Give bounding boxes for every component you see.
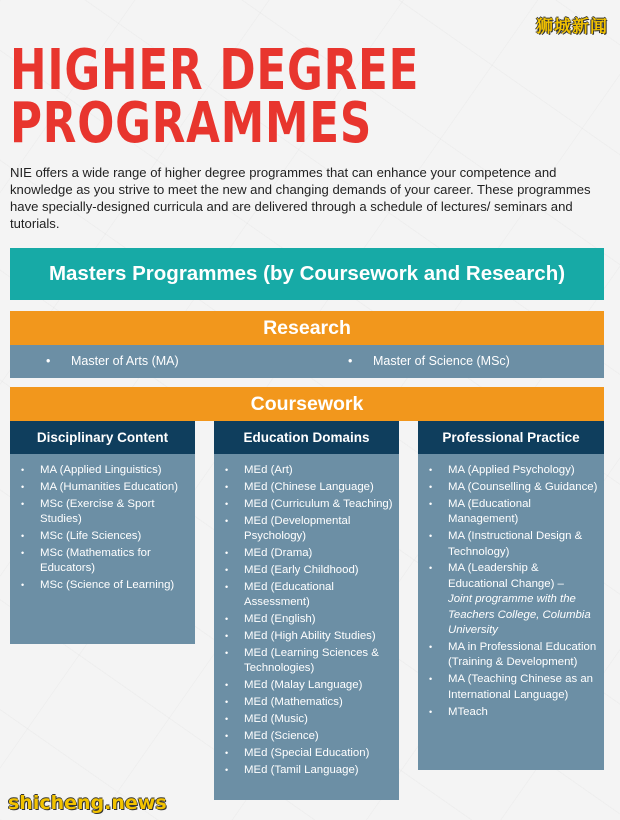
list-item: • MEd (Drama) (214, 546, 399, 561)
list-item: • MSc (Mathematics for Educators) (10, 546, 195, 577)
list-item: • MEd (Curriculum & Teaching) (214, 497, 399, 512)
programme-list (418, 454, 604, 720)
column-education-domains (214, 454, 399, 800)
list-item: • MEd (High Ability Studies) (214, 629, 399, 644)
watermark-top: 狮城新闻 (536, 17, 608, 37)
masters-heading: Masters Programmes (by Coursework and Research) (10, 248, 604, 300)
intro-paragraph: NIE offers a wide range of higher degree programmes that can enhance your competence and knowledge as you strive to meet the new and changing demands of your career. These programmes have specially-designed curricula and are delivered through a schedule of lectures/ seminars and tutorials. (10, 165, 591, 231)
research-item-label: Master of Arts (MA) (71, 354, 179, 368)
list-item: • MEd (Chinese Language) (214, 480, 399, 495)
joint-programme-note: Joint programme with the Teachers College, Columbia University (448, 593, 591, 637)
research-item (348, 354, 510, 368)
list-item: • MA (Humanities Education) (10, 480, 195, 495)
list-item: • MA in Professional Education (Training & Development) (418, 640, 604, 671)
research-item (46, 354, 179, 368)
column-heading-disciplinary: Disciplinary Content (10, 421, 195, 454)
programme-list (214, 454, 399, 778)
research-list (10, 345, 604, 378)
list-item: • MEd (Art) (214, 463, 399, 478)
page-title (10, 38, 420, 156)
list-item: • MEd (Malay Language) (214, 678, 399, 693)
list-item: • MEd (English) (214, 612, 399, 627)
list-item: • MEd (Learning Sciences & Technologies) (214, 646, 399, 677)
title-line-1: HIGHER DEGREE (10, 38, 420, 103)
list-item: • MA (Counselling & Guidance) (418, 480, 604, 495)
list-item: • MEd (Early Childhood) (214, 563, 399, 578)
list-item: • MA (Instructional Design & Technology) (418, 529, 604, 560)
list-item: • MA (Applied Linguistics) (10, 463, 195, 478)
list-item-label: MA (Leadership & Educational Change) – (448, 562, 564, 590)
list-item: • MEd (Music) (214, 712, 399, 727)
research-item-label: Master of Science (MSc) (373, 354, 510, 368)
title-line-2: PROGRAMMES (10, 91, 373, 156)
list-item: • MEd (Developmental Psychology) (214, 514, 399, 545)
list-item-joint (418, 561, 604, 638)
column-heading-professional: Professional Practice (418, 421, 604, 454)
list-item: • MEd (Special Education) (214, 746, 399, 761)
list-item: • MEd (Tamil Language) (214, 763, 399, 778)
bullet-icon: • (348, 354, 353, 368)
column-heading-education: Education Domains (214, 421, 399, 454)
list-item: • MEd (Science) (214, 729, 399, 744)
list-item: • MSc (Science of Learning) (10, 578, 195, 593)
list-item: • MA (Applied Psychology) (418, 463, 604, 478)
list-item: • MEd (Mathematics) (214, 695, 399, 710)
bullet-icon: • (46, 354, 51, 368)
column-professional-practice (418, 454, 604, 770)
list-item: • MA (Teaching Chinese as an International Language) (418, 672, 604, 703)
list-item: • MA (Educational Management) (418, 497, 604, 528)
research-heading: Research (10, 311, 604, 345)
watermark-bottom: shicheng.news (8, 792, 167, 814)
coursework-heading: Coursework (10, 387, 604, 421)
list-item: • MSc (Exercise & Sport Studies) (10, 497, 195, 528)
programme-list (10, 454, 195, 594)
list-item: • MSc (Life Sciences) (10, 529, 195, 544)
list-item: • MEd (Educational Assessment) (214, 580, 399, 611)
column-disciplinary-content (10, 454, 195, 644)
list-item: • MTeach (418, 705, 604, 720)
